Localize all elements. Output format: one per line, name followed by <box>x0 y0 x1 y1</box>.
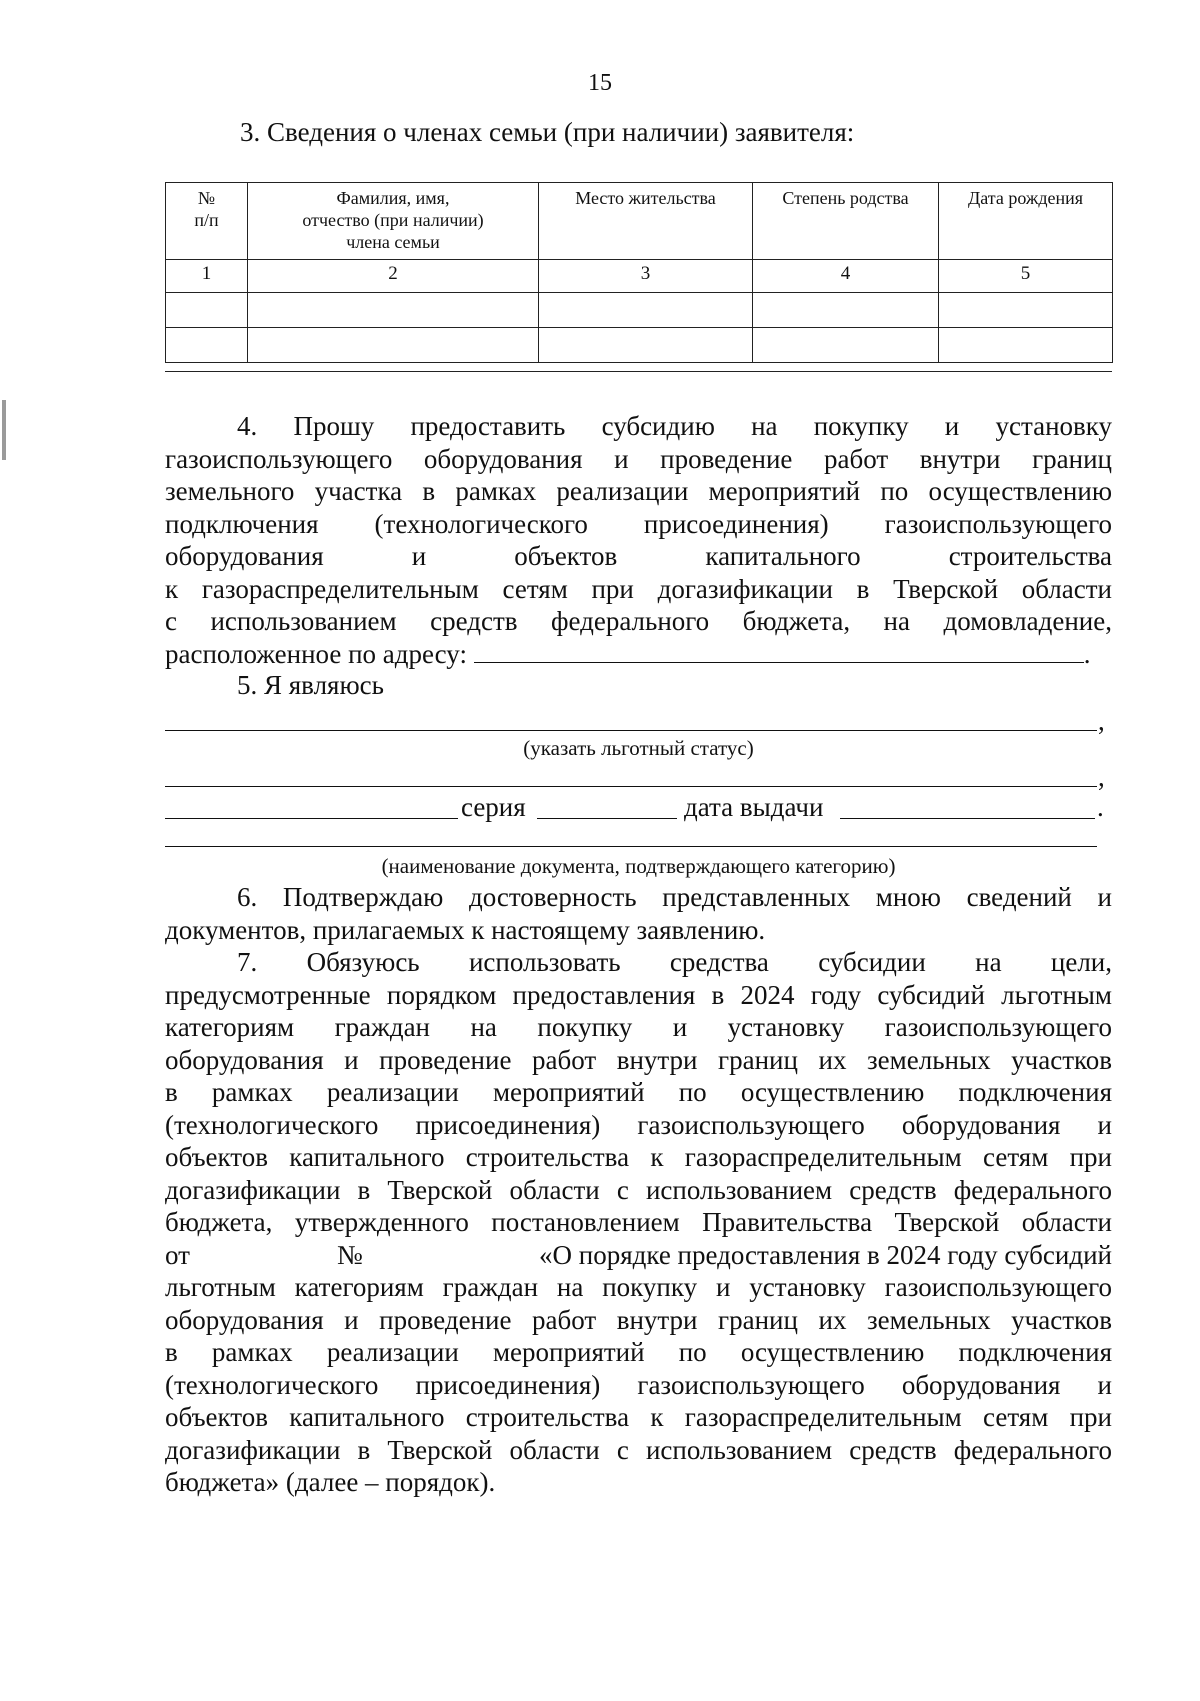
text-line: льготным категориям граждан на покупку и установку газоиспользующего <box>165 1272 1112 1302</box>
column-number: 3 <box>539 260 753 293</box>
text-line: (технологического присоединения) газоиспользующего оборудования и <box>165 1109 1112 1140</box>
text-line: догазификации в Тверской области с использованием средств федерального <box>165 1174 1112 1205</box>
column-number: 1 <box>166 260 248 293</box>
comma: , <box>1098 706 1105 736</box>
resolution-title-start: «О порядке предоставления в 2024 году субсидий <box>539 1239 1112 1270</box>
table-row <box>166 328 1113 363</box>
text-line: с использованием средств федерального бюджета, на домовладение, <box>165 606 1112 636</box>
header-cell-residence <box>539 183 753 260</box>
text-line: бюджета, утвержденного постановлением Правительства Тверской области <box>165 1207 1112 1237</box>
issue-date-label: дата выдачи <box>684 792 824 822</box>
section-4-paragraph <box>165 410 1112 670</box>
series-label: серия <box>461 792 526 822</box>
column-number: 4 <box>753 260 939 293</box>
family-members-table <box>165 182 1113 363</box>
header-line: Фамилия, имя, <box>336 188 450 208</box>
table-row <box>166 293 1113 328</box>
text-line: подключения (технологического присоединения) газоиспользующего <box>165 508 1112 539</box>
header-line: члена семьи <box>346 232 440 252</box>
table-cell[interactable] <box>753 328 939 363</box>
text-line: 4. Прошу предоставить субсидию на покупку и установку <box>237 411 1112 441</box>
table-cell[interactable] <box>248 328 539 363</box>
scan-edge-mark <box>2 400 6 460</box>
address-line: расположенное по адресу: . <box>165 638 1091 669</box>
text-line-resolution <box>165 1239 1112 1272</box>
address-label: расположенное по адресу: <box>165 638 467 669</box>
table-header-row <box>166 183 1113 260</box>
text-line: бюджета» (далее – порядок). <box>165 1467 496 1497</box>
header-cell-relation <box>753 183 939 260</box>
text-line: оборудования и проведение работ внутри границ их земельных участков <box>165 1304 1112 1335</box>
text-line: объектов капитального строительства к газораспределительным сетям при <box>165 1142 1112 1172</box>
table-cell[interactable] <box>539 328 753 363</box>
section-3-title: 3. Сведения о членах семьи (при наличии) заявителя: <box>240 117 855 147</box>
table-cell[interactable] <box>166 328 248 363</box>
header-line: Степень родства <box>782 188 909 208</box>
status-field-2[interactable] <box>165 786 1097 787</box>
status-field[interactable] <box>165 730 1097 731</box>
column-number: 5 <box>939 260 1113 293</box>
text-line: документов, прилагаемых к настоящему заявлению. <box>165 914 766 945</box>
text-line: оборудования и проведение работ внутри границ их земельных участков <box>165 1044 1112 1075</box>
header-line: Место жительства <box>575 188 716 208</box>
status-caption: (указать льготный статус) <box>523 736 754 760</box>
table-bottom-double-rule <box>165 371 1112 372</box>
text-line: 7. Обязуюсь использовать средства субсидии на цели, <box>237 947 1112 977</box>
header-line: отчество (при наличии) <box>302 210 484 230</box>
document-name-field[interactable] <box>165 846 1097 847</box>
text-line: в рамках реализации мероприятий по осуществлению подключения <box>165 1077 1112 1107</box>
period: . <box>1097 792 1104 822</box>
section-6-paragraph <box>165 881 1112 946</box>
document-number-field[interactable] <box>165 818 458 819</box>
text-line: догазификации в Тверской области с использованием средств федерального <box>165 1434 1112 1465</box>
document-caption: (наименование документа, подтверждающего категорию) <box>381 854 896 878</box>
header-line: Дата рождения <box>967 188 1084 208</box>
header-line: п/п <box>194 210 219 230</box>
text-line: предусмотренные порядком предоставления в 2024 году субсидий льготным <box>165 979 1112 1010</box>
table-cell[interactable] <box>939 328 1113 363</box>
table-cell[interactable] <box>248 293 539 328</box>
text-line: газоиспользующего оборудования и проведение работ внутри границ <box>165 443 1112 474</box>
text-line: к газораспределительным сетям при догазификации в Тверской области <box>165 573 1112 604</box>
column-number: 2 <box>248 260 539 293</box>
header-cell-name <box>248 183 539 260</box>
number-sign: № <box>337 1239 363 1270</box>
issue-date-field[interactable] <box>840 818 1095 819</box>
text-line: 6. Подтверждаю достоверность представленных мною сведений и <box>237 882 1112 912</box>
section-5-title: 5. Я являюсь <box>237 670 384 700</box>
header-cell-birthdate <box>939 183 1113 260</box>
from-label: от <box>165 1239 190 1270</box>
table-column-number-row <box>166 260 1113 293</box>
text-line: в рамках реализации мероприятий по осуществлению подключения <box>165 1337 1112 1367</box>
header-line: № <box>197 188 216 208</box>
text-line: категориям граждан на покупку и установку газоиспользующего <box>165 1012 1112 1042</box>
header-cell-number <box>166 183 248 260</box>
table-cell[interactable] <box>753 293 939 328</box>
table-cell[interactable] <box>539 293 753 328</box>
table-cell[interactable] <box>939 293 1113 328</box>
text-line: объектов капитального строительства к газораспределительным сетям при <box>165 1402 1112 1432</box>
text-line: (технологического присоединения) газоиспользующего оборудования и <box>165 1369 1112 1400</box>
series-field[interactable] <box>537 818 677 819</box>
address-field[interactable] <box>474 638 1084 663</box>
comma: , <box>1098 762 1105 792</box>
page-number: 15 <box>588 70 612 96</box>
text-line: земельного участка в рамках реализации мероприятий по осуществлению <box>165 476 1112 506</box>
text-line: оборудования и объектов капитального строительства <box>165 541 1112 571</box>
table-cell[interactable] <box>166 293 248 328</box>
section-7-paragraph <box>165 946 1112 1499</box>
